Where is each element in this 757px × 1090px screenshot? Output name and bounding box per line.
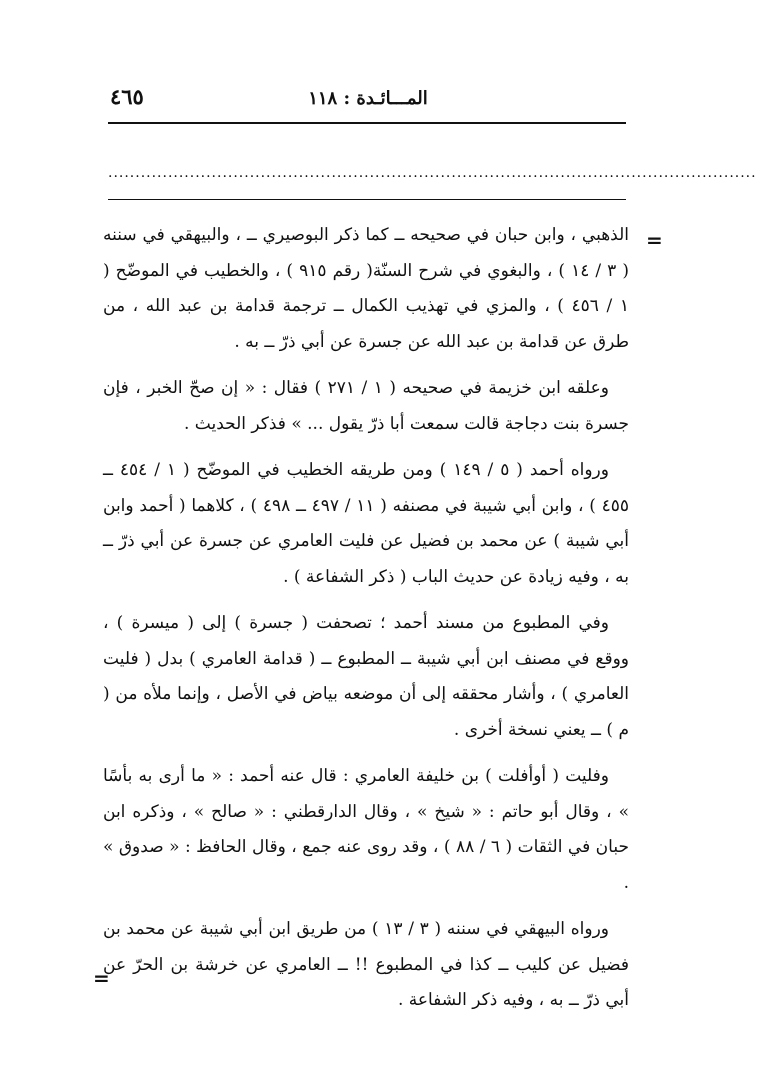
paragraph: وفي المطبوع من مسند أحمد ؛ تصحفت ( جسرة ) إلى ( ميسرة ) ، ووقع في مصنف ابن أبي شيبة ــ المطبوع ــ ( قدامة العامري ) بدل ( فليت العامري ) ، وأشار محققه إلى أن موضعه بياض في الأصل ، وإنما ملأه من ( م ) ــ يعني نسخة أخرى .: [103, 613, 629, 740]
continuation-mark-start: =: [646, 228, 663, 252]
footnote-rule: [108, 199, 626, 200]
dotted-separator: .......................................................................................................................: [108, 165, 757, 181]
paragraph: ورواه أحمد ( ٥ / ١٤٩ ) ومن طريقه الخطيب في الموضّح ( ١ / ٤٥٤ ــ ٤٥٥ ) ، وابن أبي شيبة في مصنفه ( ١١ / ٤٩٧ ــ ٤٩٨ ) ، كلاهما ( أحمد وابن أبي شيبة ) عن محمد بن فضيل عن فليت العامري عن جسرة عن أبي ذرّ ــ به ، وفيه زيادة عن حديث الباب ( ذكر الشفاعة ) .: [103, 460, 629, 587]
continuation-mark-end: =: [93, 966, 110, 990]
page-number: ٤٦٥: [110, 84, 144, 109]
footnote-text: [103, 218, 629, 1030]
paragraph: وعلقه ابن خزيمة في صحيحه ( ١ / ٢٧١ ) فقال : « إن صحّ الخبر ، فإن جسرة بنت دجاجة قالت سمعت أبا ذرّ يقول ... » فذكر الحديث .: [103, 378, 629, 434]
paragraph: وفليت ( أوأفلت ) بن خليفة العامري : قال عنه أحمد : « ما أرى به بأسًا » ، وقال أبو حاتم : « شيخ » ، وقال الدارقطني : « صالح » ، وذكره ابن حبان في الثقات ( ٦ / ٨٨ ) ، وقد روى عنه جمع ، وقال الحافظ : « صدوق » .: [103, 766, 629, 893]
paragraph: الذهبي ، وابن حبان في صحيحه ــ كما ذكر البوصيري ــ ، والبيهقي في سننه ( ٣ / ١٤ ) ، والبغوي في شرح السنّة( رقم ٩١٥ ) ، والخطيب في الموضّح ( ١ / ٤٥٦ ) ، والمزي في تهذيب الكمال ــ ترجمة قدامة بن عبد الله ، من طرق عن قدامة بن عبد الله عن جسرة عن أبي ذرّ ــ به .: [103, 225, 629, 352]
running-title: المـــائـدة : ١١٨: [308, 88, 428, 109]
header-rule: [108, 122, 626, 124]
page-header: [110, 84, 626, 116]
paragraph: ورواه البيهقي في سننه ( ٣ / ١٣ ) من طريق ابن أبي شيبة عن محمد بن فضيل عن كليب ــ كذا في المطبوع !! ــ العامري عن خرشة بن الحرّ عن أبي ذرّ ــ به ، وفيه ذكر الشفاعة .: [103, 919, 629, 1010]
